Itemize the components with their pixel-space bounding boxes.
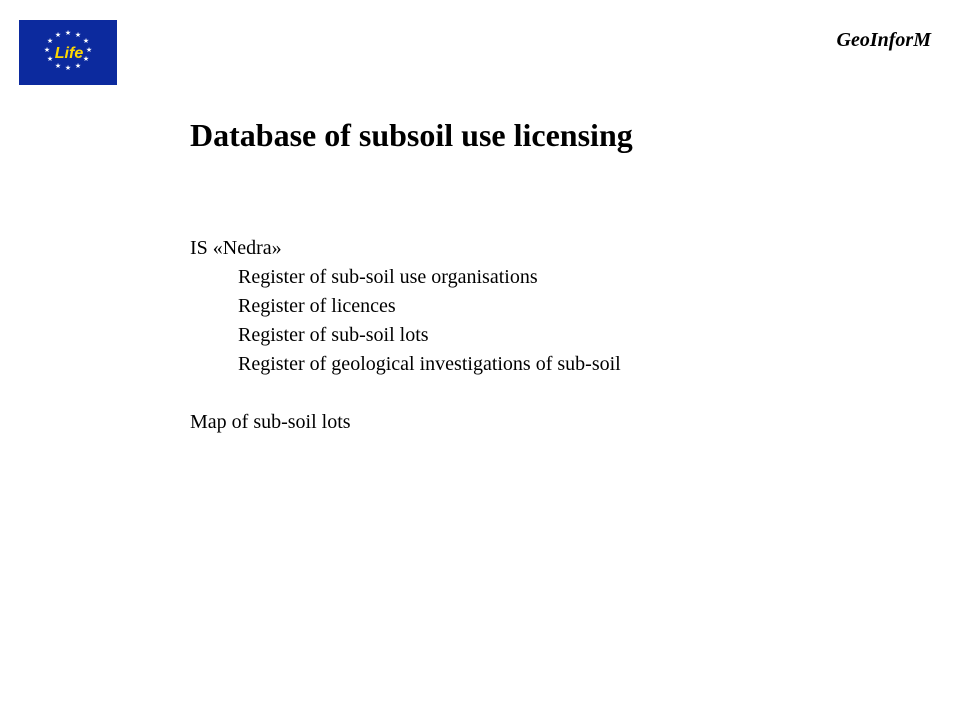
- page-title: Database of subsoil use licensing: [190, 117, 633, 153]
- svg-text:★: ★: [46, 37, 54, 45]
- spacer: [190, 379, 621, 408]
- brand-name: GeoInforM: [836, 29, 931, 51]
- slide-content: [190, 234, 621, 437]
- register-item: Register of sub-soil use organisations: [238, 266, 538, 288]
- register-item: Register of licences: [238, 295, 396, 317]
- map-item: Map of sub-soil lots: [190, 411, 351, 433]
- register-item: Register of geological investigations of sub-soil: [238, 353, 621, 375]
- svg-text:★: ★: [54, 62, 62, 70]
- svg-text:★: ★: [64, 29, 72, 37]
- svg-text:★: ★: [74, 31, 82, 39]
- svg-text:★: ★: [43, 46, 51, 54]
- svg-text:★: ★: [74, 62, 82, 70]
- svg-text:★: ★: [82, 37, 90, 45]
- eu-life-flag-icon: [19, 20, 117, 85]
- logo-text: Life: [54, 45, 84, 62]
- svg-text:★: ★: [64, 64, 72, 72]
- svg-text:★: ★: [46, 55, 54, 63]
- system-name: IS «Nedra»: [190, 237, 282, 259]
- register-item: Register of sub-soil lots: [238, 324, 429, 346]
- svg-text:★: ★: [85, 46, 93, 54]
- svg-text:★: ★: [82, 55, 90, 63]
- svg-text:★: ★: [54, 31, 62, 39]
